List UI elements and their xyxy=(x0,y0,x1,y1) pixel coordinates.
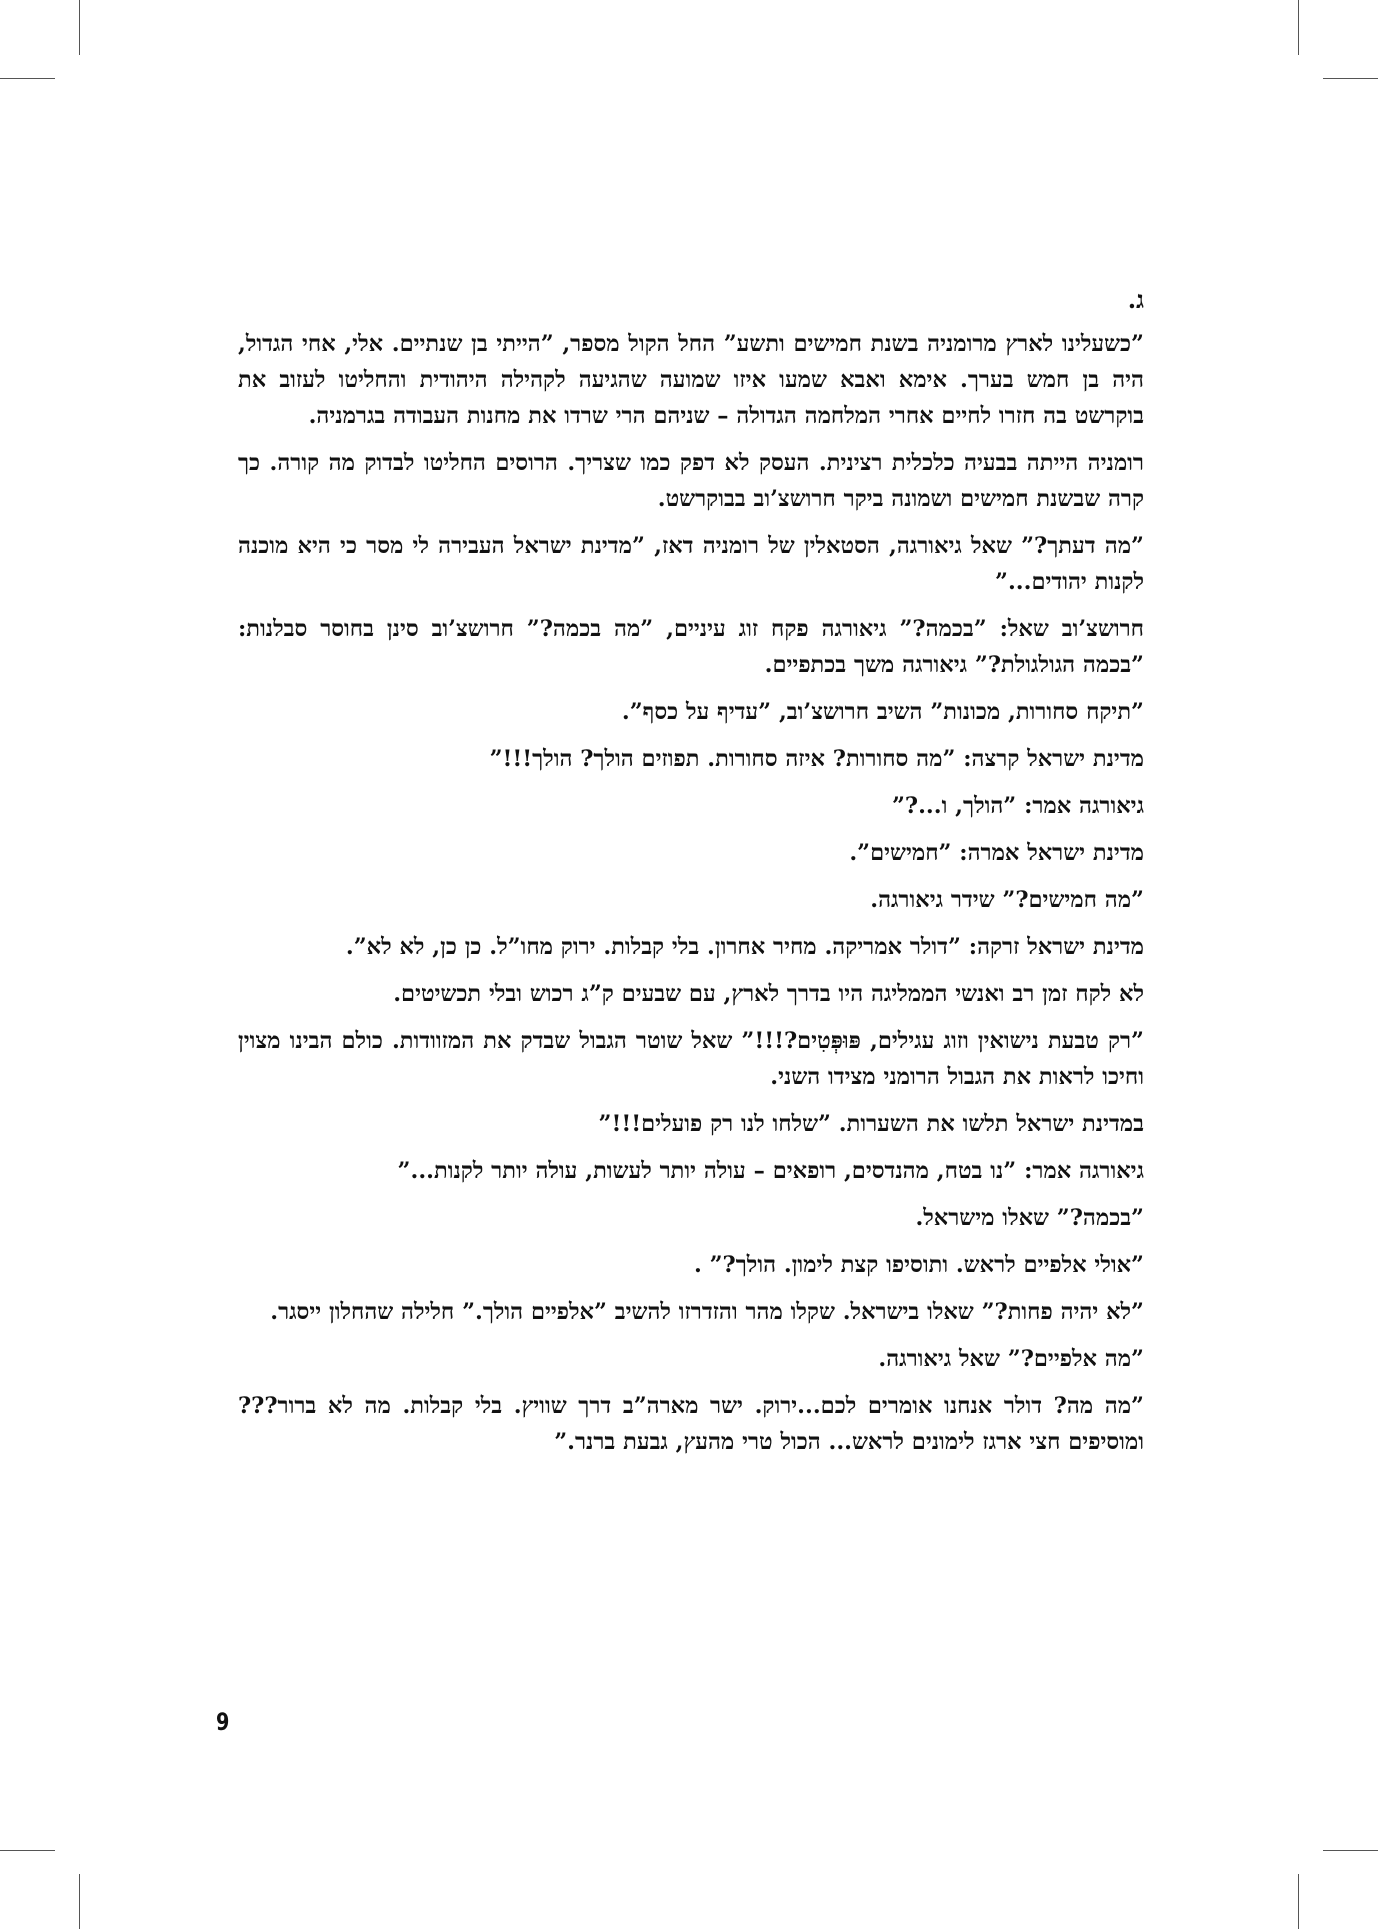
paragraph: ”תיקח סחורות, מכונות” השיב חרושצ’וב, ”עדיף על כסף”. xyxy=(621,699,1144,725)
crop-mark-right-bottom xyxy=(1323,1850,1378,1851)
crop-mark-top-right xyxy=(1298,0,1299,55)
paragraph: ”בכמה?” שאלו מישראל. xyxy=(915,1205,1144,1231)
paragraph: מדינת ישראל זרקה: ”דולר אמריקה. מחיר אחרון. בלי קבלות. ירוק מחו”ל. כן כן, לא לא”. xyxy=(345,934,1144,960)
paragraph: ”רק טבעת נישואין וזוג עגילים, פּוּפְּטִים?!!!” שאל שוטר הגבול שבדק את המזוודות. כולם הבינו מצוין וחיכו לראות את הגבול הרומני מצידו השני. xyxy=(238,1028,1144,1090)
crop-mark-bottom-right xyxy=(1298,1874,1299,1929)
crop-mark-left-top xyxy=(0,78,55,79)
paragraph: רומניה הייתה בבעיה כלכלית רצינית. העסק לא דפק כמו שצריך. הרוסים החליטו לבדוק מה קורה. כך קרה שבשנת חמישים ושמונה ביקר חרושצ’וב בבוקרשט. xyxy=(238,450,1144,512)
paragraph: ”מה דעתך?” שאל גיאורגה, הסטאלין של רומניה דאז, ”מדינת ישראל העבירה לי מסר כי היא מוכנה לקנות יהודים...” xyxy=(238,533,1144,595)
paragraph: ”מה מה? דולר אנחנו אומרים לכם...ירוק. ישר מארה”ב דרך שוויץ. בלי קבלות. מה לא ברור??? ומוסיפים חצי ארגז לימונים לראש... הכול טרי מהעץ, גבעת ברנר.” xyxy=(238,1393,1144,1455)
paragraph: ”אולי אלפיים לראש. ותוסיפו קצת לימון. הולך?” . xyxy=(693,1252,1144,1278)
crop-mark-bottom-left xyxy=(79,1874,80,1929)
page-body xyxy=(238,282,1144,1471)
paragraph: מדינת ישראל קרצה: ”מה סחורות? איזה סחורות. תפוזים הולך? הולך!!!” xyxy=(489,746,1144,772)
crop-mark-right-top xyxy=(1323,78,1378,79)
paragraph: במדינת ישראל תלשו את השערות. ”שלחו לנו רק פועלים!!!” xyxy=(598,1111,1144,1137)
crop-mark-top-left xyxy=(79,0,80,55)
paragraph: ”מה אלפיים?” שאל גיאורגה. xyxy=(878,1346,1144,1372)
chapter-heading: ג. xyxy=(1127,285,1144,314)
page-number: 9 xyxy=(216,1708,230,1736)
paragraph: גיאורגה אמר: ”הולך, ו...?” xyxy=(891,793,1144,819)
paragraph: לא לקח זמן רב ואנשי הממליגה היו בדרך לארץ, עם שבעים ק”ג רכוש ובלי תכשיטים. xyxy=(393,981,1144,1007)
paragraph: ”כשעלינו לארץ מרומניה בשנת חמישים ותשע” החל הקול מספר, ”הייתי בן שנתיים. אלי, אחי הגדול, היה בן חמש בערך. אימא ואבא שמעו איזו שמועה שהגיעה לקהילה היהודית והחליטו לעזוב את בוקרשט בה חזרו לחיים אחרי המלחמה הגדולה – שניהם הרי שרדו את מחנות העבודה בגרמניה. xyxy=(238,331,1144,429)
paragraph: מדינת ישראל אמרה: ”חמישים”. xyxy=(849,840,1144,866)
paragraph: גיאורגה אמר: ”נו בטח, מהנדסים, רופאים – עולה יותר לעשות, עולה יותר לקנות...” xyxy=(397,1158,1144,1184)
paragraph: חרושצ’וב שאל: ”בכמה?” גיאורגה פקח זוג עיניים, ”מה בכמה?” חרושצ’וב סינן בחוסר סבלנות: ”בכמה הגולגולת?” גיאורגה משך בכתפיים. xyxy=(238,616,1144,678)
paragraph: ”לא יהיה פחות?” שאלו בישראל. שקלו מהר והזדרזו להשיב ”אלפיים הולך.” חלילה שהחלון ייסגר. xyxy=(270,1299,1144,1325)
crop-mark-left-bottom xyxy=(0,1850,55,1851)
paragraph: ”מה חמישים?” שידר גיאורגה. xyxy=(870,887,1144,913)
